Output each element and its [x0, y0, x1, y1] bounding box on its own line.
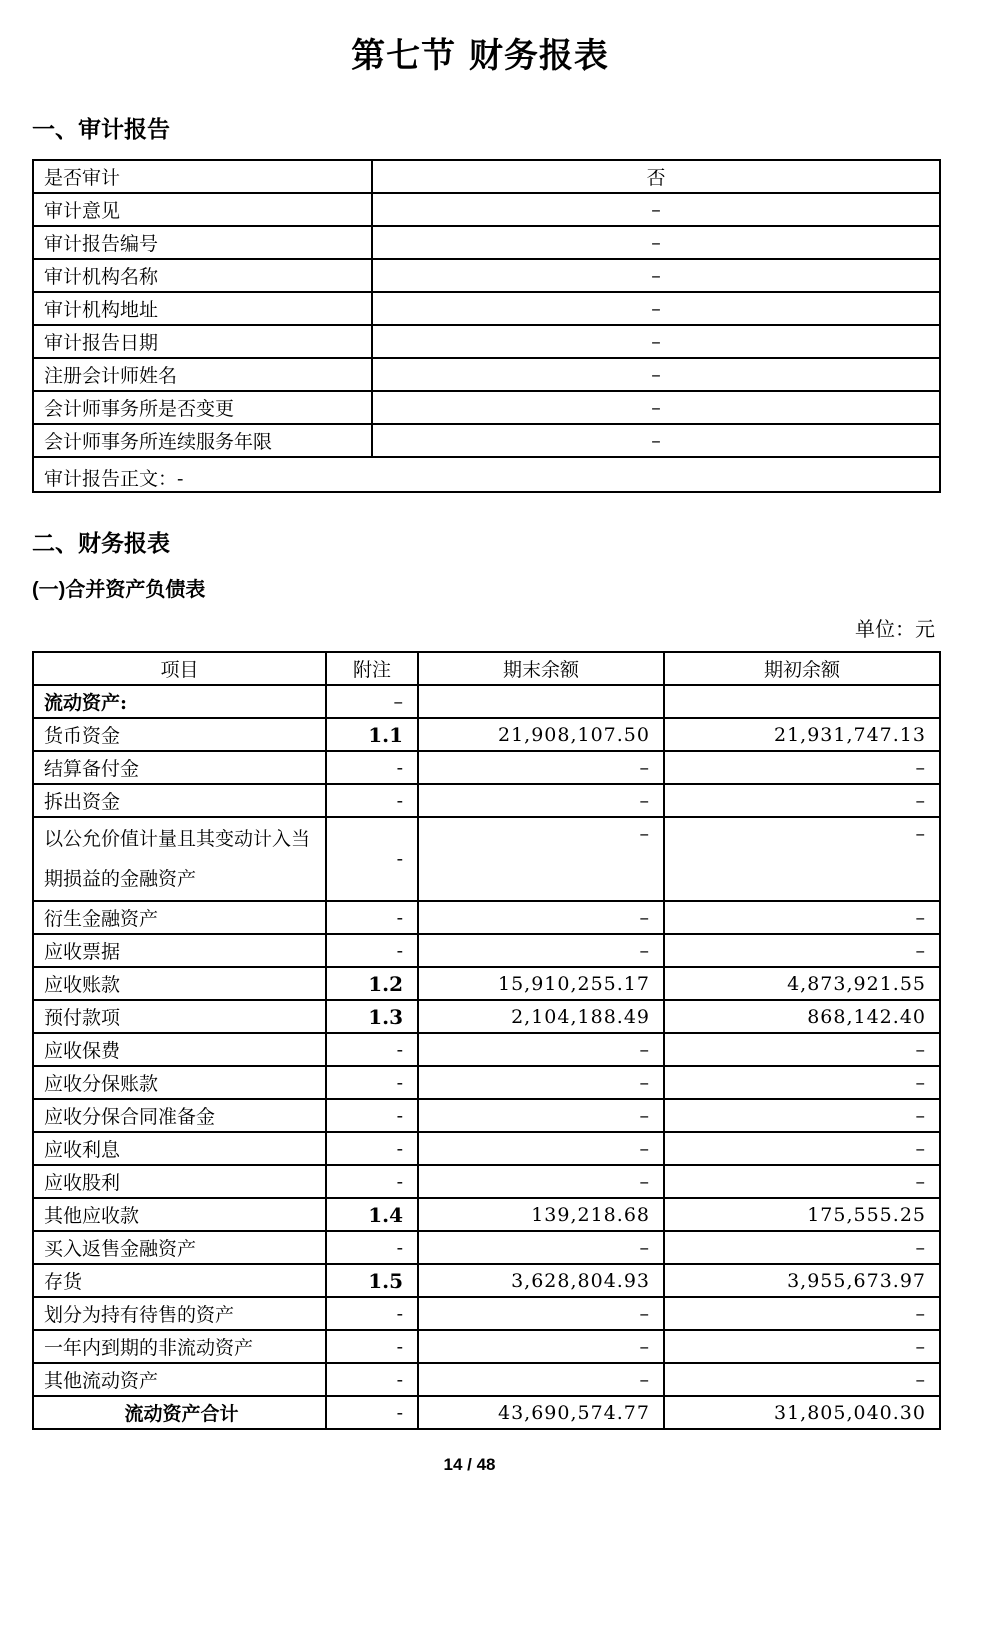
bs-end-balance-cell: 15,910,255.17	[418, 967, 664, 1000]
column-header-item: 项目	[33, 652, 326, 685]
bs-end-balance-cell: 3,628,804.93	[418, 1264, 664, 1297]
bs-begin-balance-cell: 21,931,747.13	[664, 718, 940, 751]
audit-value-cell: 否	[372, 160, 940, 193]
audit-report-body-cell: 审计报告正文：-	[33, 457, 940, 492]
bs-note-cell: -	[326, 1132, 418, 1165]
bs-item-cell: 结算备付金	[33, 751, 326, 784]
bs-note-cell: 1.4	[326, 1198, 418, 1231]
bs-begin-balance-cell: –	[664, 1165, 940, 1198]
table-row	[33, 718, 940, 751]
bs-note-cell: -	[326, 1363, 418, 1396]
bs-end-balance-cell: –	[418, 784, 664, 817]
financial-statements-heading: 二、财务报表	[32, 530, 170, 557]
bs-note-cell: -	[326, 1099, 418, 1132]
audit-value-cell: –	[372, 193, 940, 226]
bs-end-balance-cell: 2,104,188.49	[418, 1000, 664, 1033]
table-row	[33, 1363, 940, 1396]
audit-label-cell: 会计师事务所连续服务年限	[33, 424, 372, 457]
audit-label-cell: 是否审计	[33, 160, 372, 193]
bs-item-cell: 以公允价值计量且其变动计入当期损益的金融资产	[33, 817, 326, 901]
table-row	[33, 1231, 940, 1264]
table-row	[33, 934, 940, 967]
page-content	[0, 117, 939, 1430]
audit-label-cell: 审计机构名称	[33, 259, 372, 292]
table-row	[33, 967, 940, 1000]
table-row	[33, 226, 940, 259]
bs-begin-balance-cell: –	[664, 1297, 940, 1330]
bs-begin-balance-cell: –	[664, 1363, 940, 1396]
bs-note-cell: -	[326, 1297, 418, 1330]
table-row	[33, 325, 940, 358]
bs-item-cell: 其他流动资产	[33, 1363, 326, 1396]
bs-begin-balance-cell	[664, 685, 940, 718]
bs-begin-balance-cell: 175,555.25	[664, 1198, 940, 1231]
table-row	[33, 784, 940, 817]
audit-label-cell: 注册会计师姓名	[33, 358, 372, 391]
bs-end-balance-cell: 21,908,107.50	[418, 718, 664, 751]
bs-item-cell: 衍生金融资产	[33, 901, 326, 934]
audit-value-cell: –	[372, 391, 940, 424]
bs-begin-balance-cell: 31,805,040.30	[664, 1396, 940, 1429]
bs-note-cell: -	[326, 901, 418, 934]
table-row	[33, 424, 940, 457]
table-row	[33, 391, 940, 424]
bs-begin-balance-cell: 3,955,673.97	[664, 1264, 940, 1297]
bs-item-cell: 其他应收款	[33, 1198, 326, 1231]
table-row	[33, 457, 940, 492]
bs-begin-balance-cell: –	[664, 1330, 940, 1363]
bs-item-cell: 货币资金	[33, 718, 326, 751]
table-row	[33, 292, 940, 325]
bs-note-cell: -	[326, 751, 418, 784]
table-row	[33, 1066, 940, 1099]
bs-item-cell: 应收分保合同准备金	[33, 1099, 326, 1132]
bs-item-cell: 买入返售金融资产	[33, 1231, 326, 1264]
balance-sheet-subheading: (一)合并资产负债表	[32, 579, 206, 602]
bs-note-cell: 1.3	[326, 1000, 418, 1033]
table-row	[33, 1132, 940, 1165]
table-row-total	[33, 1396, 940, 1429]
bs-note-cell: 1.2	[326, 967, 418, 1000]
bs-end-balance-cell: –	[418, 1033, 664, 1066]
audit-label-cell: 会计师事务所是否变更	[33, 391, 372, 424]
table-row	[33, 1000, 940, 1033]
bs-note-cell: 1.1	[326, 718, 418, 751]
bs-end-balance-cell: –	[418, 1132, 664, 1165]
table-row	[33, 160, 940, 193]
bs-end-balance-cell: –	[418, 1363, 664, 1396]
bs-item-cell: 一年内到期的非流动资产	[33, 1330, 326, 1363]
bs-item-cell: 划分为持有待售的资产	[33, 1297, 326, 1330]
bs-begin-balance-cell: –	[664, 934, 940, 967]
table-row	[33, 1297, 940, 1330]
table-row	[33, 1198, 940, 1231]
column-header-note: 附注	[326, 652, 418, 685]
bs-note-cell: –	[326, 685, 418, 718]
bs-note-cell: -	[326, 1231, 418, 1264]
audit-value-cell: –	[372, 259, 940, 292]
bs-end-balance-cell	[418, 685, 664, 718]
bs-begin-balance-cell: –	[664, 901, 940, 934]
audit-label-cell: 审计报告编号	[33, 226, 372, 259]
bs-note-cell: -	[326, 1066, 418, 1099]
bs-item-cell: 拆出资金	[33, 784, 326, 817]
table-row	[33, 1264, 940, 1297]
bs-end-balance-cell: –	[418, 901, 664, 934]
table-header-row	[33, 652, 940, 685]
page-number: 14 / 48	[443, 1455, 496, 1475]
bs-end-balance-cell: 43,690,574.77	[418, 1396, 664, 1429]
bs-item-cell: 应收分保账款	[33, 1066, 326, 1099]
bs-begin-balance-cell: –	[664, 1066, 940, 1099]
bs-begin-balance-cell: –	[664, 1132, 940, 1165]
bs-item-cell: 应收利息	[33, 1132, 326, 1165]
column-header-end-balance: 期末余额	[418, 652, 664, 685]
table-row	[33, 259, 940, 292]
bs-note-cell: -	[326, 784, 418, 817]
bs-begin-balance-cell: 4,873,921.55	[664, 967, 940, 1000]
bs-note-cell: -	[326, 1165, 418, 1198]
audit-label-cell: 审计意见	[33, 193, 372, 226]
bs-end-balance-cell: –	[418, 934, 664, 967]
bs-note-cell: 1.5	[326, 1264, 418, 1297]
balance-sheet-table	[32, 651, 941, 1430]
bs-end-balance-cell: –	[418, 751, 664, 784]
table-row	[33, 193, 940, 226]
bs-begin-balance-cell: –	[664, 784, 940, 817]
bs-begin-balance-cell: –	[664, 1231, 940, 1264]
audit-value-cell: –	[372, 292, 940, 325]
audit-report-table	[32, 159, 941, 493]
table-row	[33, 817, 940, 901]
unit-label: 单位：元	[855, 617, 935, 642]
bs-note-cell: -	[326, 934, 418, 967]
bs-item-cell: 应收保费	[33, 1033, 326, 1066]
bs-begin-balance-cell: –	[664, 817, 940, 901]
bs-begin-balance-cell: –	[664, 1099, 940, 1132]
table-row	[33, 751, 940, 784]
bs-note-cell: -	[326, 817, 418, 901]
bs-item-cell: 应收股利	[33, 1165, 326, 1198]
column-header-begin-balance: 期初余额	[664, 652, 940, 685]
bs-end-balance-cell: –	[418, 1231, 664, 1264]
bs-note-cell: -	[326, 1330, 418, 1363]
bs-item-cell: 存货	[33, 1264, 326, 1297]
audit-value-cell: –	[372, 325, 940, 358]
bs-item-cell: 预付款项	[33, 1000, 326, 1033]
table-row	[33, 1330, 940, 1363]
bs-begin-balance-cell: 868,142.40	[664, 1000, 940, 1033]
audit-report-heading: 一、审计报告	[32, 115, 170, 142]
table-row	[33, 1165, 940, 1198]
bs-end-balance-cell: 139,218.68	[418, 1198, 664, 1231]
audit-value-cell: –	[372, 226, 940, 259]
bs-end-balance-cell: –	[418, 1165, 664, 1198]
table-row	[33, 358, 940, 391]
table-row	[33, 685, 940, 718]
bs-end-balance-cell: –	[418, 1297, 664, 1330]
bs-item-cell: 流动资产合计	[33, 1396, 326, 1429]
audit-value-cell: –	[372, 358, 940, 391]
table-row	[33, 1099, 940, 1132]
bs-end-balance-cell: –	[418, 1330, 664, 1363]
table-row	[33, 1033, 940, 1066]
bs-item-cell: 应收票据	[33, 934, 326, 967]
bs-note-cell: -	[326, 1033, 418, 1066]
bs-end-balance-cell: –	[418, 817, 664, 901]
bs-end-balance-cell: –	[418, 1099, 664, 1132]
page-title: 第七节 财务报表	[351, 36, 609, 76]
bs-begin-balance-cell: –	[664, 1033, 940, 1066]
bs-item-cell: 应收账款	[33, 967, 326, 1000]
audit-label-cell: 审计报告日期	[33, 325, 372, 358]
bs-end-balance-cell: –	[418, 1066, 664, 1099]
table-row	[33, 901, 940, 934]
bs-item-cell: 流动资产:	[33, 685, 326, 718]
audit-value-cell: –	[372, 424, 940, 457]
audit-label-cell: 审计机构地址	[33, 292, 372, 325]
bs-begin-balance-cell: –	[664, 751, 940, 784]
bs-note-cell: -	[326, 1396, 418, 1429]
